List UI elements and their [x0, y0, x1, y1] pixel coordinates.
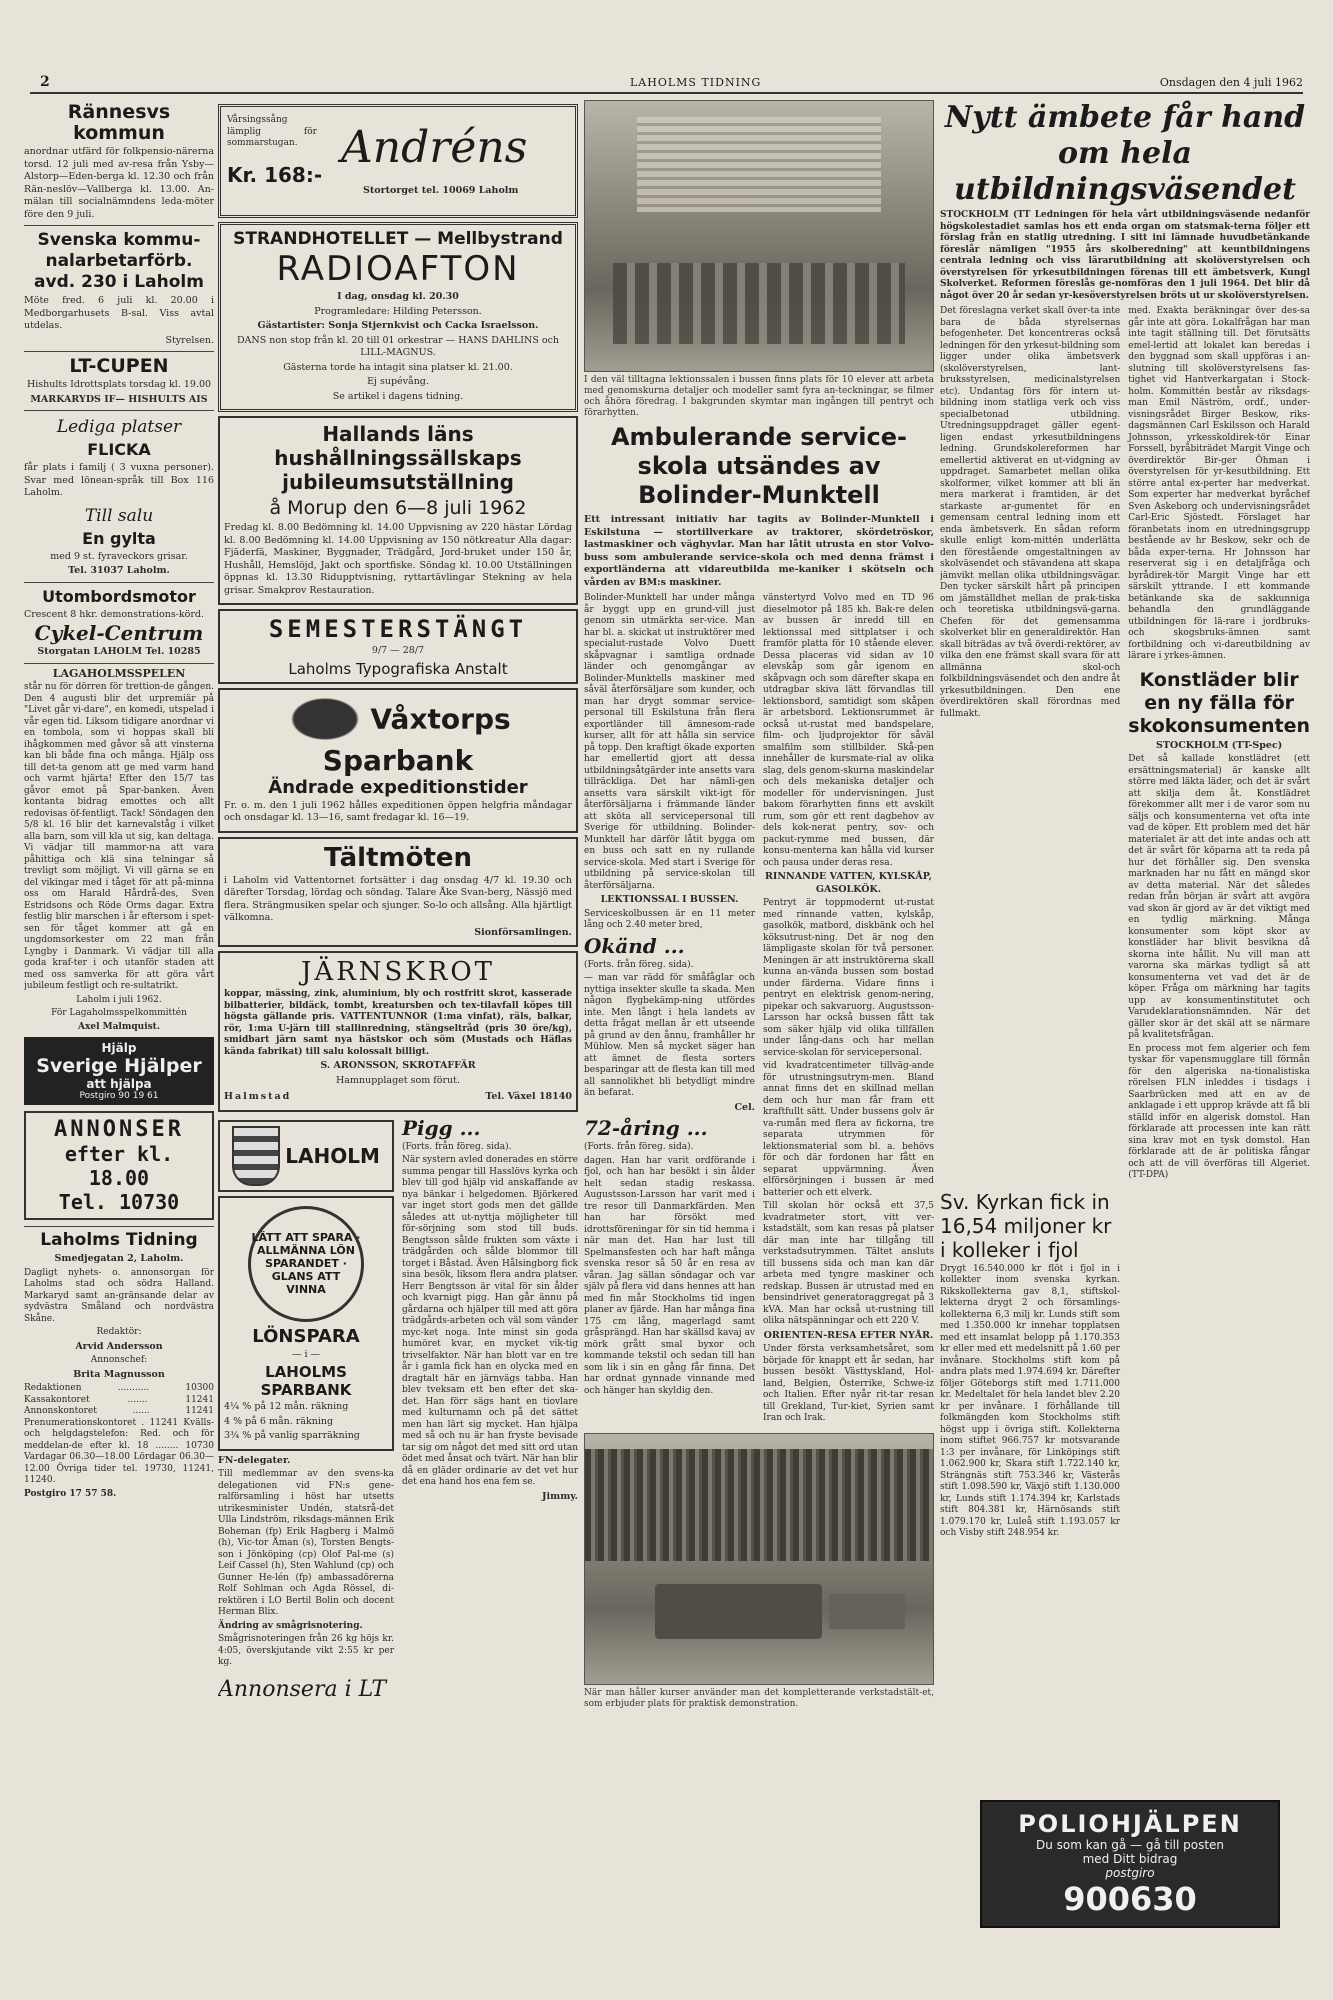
polio-title: POLIOHJÄLPEN [1018, 1810, 1242, 1838]
annonser-tel: Tel. 10730 [58, 1190, 180, 1214]
page-header [30, 74, 1303, 94]
pigg-continued: (Forts. från föreg. sida). [402, 1141, 512, 1152]
annonser-time: efter kl. 18.00 [64, 1142, 174, 1190]
lonspara-title: LÖNSPARA [252, 1325, 360, 1347]
polio-giro-label: postgiro [1105, 1866, 1155, 1880]
taltmoten-signature: Sionförsamlingen. [474, 926, 572, 938]
column-classifieds [24, 100, 214, 1980]
lagaholm-heading: LAGAHOLMSSPELEN [52, 666, 186, 680]
okand-text: — man var rädd för småfåglar och nyttiga insekter skulle ta skada. Men någon flygbekämp-ning utfördes inte. Men långt i hela landets av detta frågat mellan år ett utseende på grund av den ånnu, framhåller hr Mühlow. Men så mycket säger han att ämnet de flesta sorters besparingar att de flesta kan till med all sannolikhet bli betydligt mindre än befarat. [584, 973, 755, 1098]
lektionssal-heading: LEKTIONSSAL I BUSSEN. [600, 894, 739, 905]
nytt-col-1: Det föreslagna verket skall över-ta inte bara de båda styrelsernas befogenheter. Det koncentreras också ledningen för den yrkesut-bildning som ligger under olika ämbetsverk (skolöverstyrelsen, lant-bruksstyrelsen, medicinalstyrelsen etc). Undantag förs för intern ut-bildning inom statliga verk och viss specialbetonad utbildning. Utredningsuppdraget gäller egent-ligen endast yrkesutbildningens ledning. Grundskolereformen har emellertid aktiverat en ut-vidgning av uppdraget. Samarbetet mellan olika skolformer, vilket kommer att bli än mera markerat i framtiden, är det starkaste ar-gumentet för en gemensam central ledning inom ett enda ämbetsverk. En sådan reform skulle enligt kom-mittén underlätta den förestående omgestaltningen av skolväsendet och stävandena att skapa jämvikt mellan olika utbildningsvägar. Den tycker särskilt hårt på principen om jämställdhet mellan de prak-tiska och teoretiska utbildningsvä-garna. Chefen för det gemensamma skolverket blir en generaldirektör. Han skall biträdas av två överdi-rektörer, av vilka den ene främst skall svara för att allmänna skol-och folkbildningsväsendet och den andre åt yrkesutbildningen. Den ene överdirektören skall förordnas med fullmakt. [940, 306, 1121, 719]
andrens-product: Vårsingssång lämplig för sommarstugan. [227, 115, 317, 148]
divider [24, 410, 214, 411]
talt-text: Till skolan hör också ett 37,5 kvadratmeter stort, vitt ver-kstadstält, som kan resas på platser där man inte har tillgång till verkstadsutrymmen. Tältet ansluts till bussens sida och man kan där arbeta med tyngre maskiner och redskap. Bussen är utrustad med en bensindrivet generatoraggregat på 3 kVA. Man har också ut-rustning till olika nätspänningar och ett 220 V. [763, 1201, 934, 1326]
nytt-headline: Nytt ämbete får hand om hela utbildningsväsendet [944, 100, 1306, 207]
strand-dance: DANS non stop från kl. 20 till 01 orkestrar — HANS DAHLINS och LILL-MAGNUS. [236, 334, 560, 358]
semester-dates: 9/7 — 28/7 [371, 645, 425, 656]
pigg-text: När systern avled donerades en större summa pengar till Hasslövs kyrka och blev till god hjälp vid anskaffande av nya bänkar i helgedomen. Björkered var inget stort gods men det gällde således att ut-nyttja möjligheter till för-sörjning som stod till buds. Bengtsson sålde frukten som växte i trädgården och sålde blommor till torget i Båstad. Även Hålsingborg fick sina besök, liksom flera andra platser. Herr Bengtsson är vital för sin ålder och kvarnigt pigg. Han går ännu på gårdarna och hjälper till med att göra trädgårds-arbeten och väl som vänder myc-ket noga. Inte minst sin goda humöret kvar, en mycket vik-tig trivselfaktor. När han blott var en tre år i gamla fick han en olycka med en dragtalt här en järnvägs tabba. Han blev tveksam ett ben efter det ska-det. Han förr sägs hant en tiovlare med kulturnamn och på det sättet men han lärt sig mycket. Han hjälpa med så och nu är han fryste bevisade tar sig om något det med sitt ord utan ödet med ånsat och tvärt. När han blir då en gläder ordinarie av det vet hur det ena hand hos ena fem se. [402, 1155, 578, 1487]
engylta-tel: Tel. 31037 Laholm. [68, 565, 170, 576]
lonspara-bank: LAHOLMS SPARBANK [260, 1363, 352, 1399]
lektionssal-text: Serviceskolbussen är en 11 meter lång och 2.40 meter bred, [584, 908, 755, 930]
lagaholm-signature-1: Laholm i juli 1962. [76, 994, 162, 1005]
column-bolinder [584, 100, 934, 1980]
hall-schedule: Fredag kl. 8.00 Bedömning kl. 14.00 Uppvisning av 220 hästar Lördag kl. 8.00 Bedömning kl. 14.00 Uppvisning av 150 nötkreatur Alla dagar: Fjäderfä, Maskiner, Byggnader, Trädgård, Jord-bruket under 150 år, Hushåll, Hemslöjd, Jakt och sportfiske. Söndag kl. 10.00 Utställningen öppnas kl. 13.30 Ridupptvisning, ryttartävlingar Stekning av hela grisar. Smakprov Restauration. [224, 522, 572, 596]
jarnskrot-title: JÄRNSKROT [301, 957, 495, 987]
svenska-signature: Styrelsen. [165, 334, 214, 346]
annonsera-slogan: Annonsera i LT [218, 1676, 387, 1702]
taltmoten-text: i Laholm vid Vattentornet fortsätter i dag onsdag 4/7 kl. 19.30 och därefter Torsdag, lördag och söndag. Talare Åke Svan-berg, Nässjö med flera. Strängmusiken spelar och sjunger. So-lo och allsång. Alla hjärtligt välkomna. [224, 874, 572, 923]
lt-description: Dagligt nyhets- o. annonsorgan för Laholms stad och södra Halland. Markaryd samt an-gränsande delar av sydvästra Småland och nordvästra Skåne. [24, 1267, 214, 1324]
strand-subtitle: RADIOAFTON [276, 249, 520, 289]
jarnskrot-text: koppar, mässing, zink, aluminium, bly och rostfritt skrot, kasserade bilbatterier, bildäck, tombt, kreatursben och tex-tilavfall köpes till högsta gällande pris. VATTENTUNNOR (1:ma vinfat), räls, balkar, rör, 1:ma U-järn till stallinredning, stängseltråd (pris 30 öre/kg), smidbart järn samt nya hästskor och söm (Mustads och Häflas kända fabrikat) till salu kolossalt billigt. [224, 989, 572, 1057]
hjalp-giro: Postgiro 90 19 61 [79, 1091, 159, 1101]
lt-contacts: Redaktionen ........... 10300 Kassakontoret ....... 11241 Annonskontoret ...... 11241 Prenumerationskontoret . 11241 Kvälls- och helgdagstelefon: Red. och för meddelan-de efter kl. 18 ........ 10730 Vardagar 06.30—18.00 Lördagar 06.30—12.00 Övriga tider tel. 19730, 11241, 11240. [24, 1383, 214, 1485]
pigg-signature: Jimmy. [542, 1490, 578, 1502]
strand-host: Programledare: Hilding Petersson. [314, 305, 482, 317]
svenska-text: Möte fred. 6 juli kl. 20.00 i Medborgarhusets B-sal. Viss avtal utdelas. [24, 295, 214, 331]
flicka-heading: FLICKA [87, 440, 151, 459]
bus-tent-photo [584, 1433, 934, 1685]
small-text-right: vid kvadratcentimeter tillväg-ande för utrustningsutrym-men. Bland annat finns det en skillnad mellan dem och hur man får fram ett kraftfullt sätt. Under bussens golv är va-rumån med flera av fickorna, tre separata utrymmen för lektionsmaterial som bl. a. behövs för och där fordonen har fått en separat uppvärmning. Även elförsörjningen i bussen är med batterier och ett elverk. [763, 1061, 934, 1198]
lt-address: Smedjegatan 2, Laholm. [54, 1253, 184, 1264]
tree-icon [285, 694, 365, 744]
jarnskrot-tel: Tel. Växel 18140 [485, 1091, 572, 1102]
masthead: LAHOLMS TIDNING [630, 76, 762, 89]
flicka-text: får plats i familj ( 3 vuxna personer). Svar med lönean-språk till Box 116 Laholm. [24, 462, 214, 498]
okand-heading: Okänd ... [584, 933, 685, 958]
konstlader-headline: Konstläder blir en ny fälla för skokonsumenten [1128, 668, 1310, 737]
coat-of-arms-icon [232, 1126, 280, 1186]
aring-heading: 72-åring ... [584, 1116, 708, 1140]
kyrkan-text: Drygt 16.540.000 kr flöt i fjol in i kollekter inom svenska kyrkan. Rikskollekterna gav 8,1, stiftskol-lekterna drygt 2 och församlings-kollekterna 6,3 milj kr. Lunds stift som med 1.350.000 kr innehar topplatsen med ett insamlat belopp på 1.170.353 kr eller med ett medelsnitt på 1.60 per invånare. Stockholms stift kom på andra plats med 1.974.694 kr. Därefter följer Göteborgs stift med 1.711.000 kr. Medeltalet för hela landet blev 2.20 kr per invånare. I förhållande till folkmängden kom Stockholms stift högst upp i övriga stift. Kollekterna inom stiftet 966.757 kr motsvarande 1:3 per invånare, för Linköpings stift 1.062.900 kr, Skara stift 1.722.140 kr, Strängnäs stift 753.346 kr, Västerås stift 1.098.590 kr, Växjö stift 1.130.000 kr, Lunds stift 1.174.394 kr, Karlstads stift 804.381 kr, Härnösands stift 1.079.170 kr, Luleå stift 1.193.057 kr och Visby stift 248.954 kr. [940, 1263, 1120, 1538]
page-number: 2 [40, 74, 50, 90]
bus-classroom-photo [584, 100, 934, 372]
cykel-address: Storgatan LAHOLM Tel. 10285 [37, 646, 201, 657]
issue-date: Onsdagen den 4 juli 1962 [1159, 76, 1303, 89]
pigg-heading: Pigg ... [402, 1115, 481, 1140]
engylta-heading: En gylta [82, 528, 156, 548]
andring-heading: Ändring av smågrisnotering. [218, 1620, 363, 1631]
lonspara-i: — i — [291, 1348, 321, 1360]
svenska-heading: Svenska kommu-nalarbetarförb. avd. 230 i Laholm [34, 230, 204, 292]
taltmoten-ad [218, 837, 578, 948]
strand-title: STRANDHOTELLET — Mellbystrand [233, 229, 563, 249]
lonspara-rate-2: 4 % på 6 mån. räkning [224, 1415, 334, 1427]
divider [24, 351, 214, 352]
rinnande-heading: RINNANDE VATTEN, KYLSKÅP, GASOLKÖK. [765, 871, 932, 895]
semester-ad [218, 609, 578, 684]
divider [24, 582, 214, 583]
annonser-title: ANNONSER [54, 1117, 184, 1142]
polio-giro-number: 900630 [1063, 1880, 1197, 1918]
konstlader-dateline: STOCKHOLM (TT-Spec) [1155, 739, 1283, 751]
hjalp-line-2: Sverige Hjälper [36, 1055, 202, 1077]
divider [24, 1226, 214, 1227]
utombord-text: Crescent 8 hkr. demonstrations-körd. [24, 608, 205, 620]
lediga-heading: Lediga platser [56, 417, 182, 437]
nytt-col-2: med. Exakta beräkningar över des-sa går inte att göra. Lokalfrågan har man inte tagit ställning till. Det förutsätts emel-lertid att lokalet kan beredas i den byggnad som skall uppföras i an-slutning till skolöverstyrelsens fas-tighet vid Hantverkargatan i Stock-holm. Kommittén består av riksdags-man Emil Näström, ordf., under-visningsrådet Birger Beskow, riks-dagsmännen Carl Eskilsson och Harald Johnsson, yrkesskoldirek-tör Einar Forssell, byråbiträdet Margit Vinge och överdirektör Bir-ger Öhman i överstyrelsen för yr-kesutbildning. Ett större antal ex-perter har medverkat. Som experter har medverkat byråchef Sven Askeborg och undervisningsrådet Carl-Eric Sjöstedt. Förslaget har föranbetats inom en utredningsgrupp bestående av hr Beskow, sekr och de båda exper-terna. Hr Johnsson har reserverat sig i en detaljfråga och byrådirek-tör Margit Vinge har ett särskilt yttrande. I ett kommande betänkande ska de sakkunniga behandla den grundläggande utbildningen för lä-rare i jordbruks- och skogsbruks-ämnen samt fortbildning och vi-dareutbildning av lärare i yrkes-ämnen. [1128, 306, 1310, 661]
column-ads [218, 100, 578, 1980]
vaxtorp-text: Fr. o. m. den 1 juli 1962 hålles expeditionen öppen helgfria måndagar och onsdagar kl. 13—16, samt fredagar kl. 16—19. [224, 799, 572, 823]
lt-editor-name: Arvid Andersson [75, 1340, 163, 1352]
orient-heading: ORIENTEN-RESA EFTER NYÅR. [763, 1329, 934, 1341]
fn-heading: FN-delegater. [218, 1454, 291, 1466]
hjalp-ad [24, 1037, 214, 1105]
lonspara-seal: LÄTT ATT SPARA · ALLMÄNNA LÖN SPARANDET · GLANS ATT VINNA [248, 1206, 364, 1322]
vaxtorp-ad [218, 688, 578, 833]
lt-giro: Postgiro 17 57 58. [24, 1488, 117, 1499]
andrens-logo: Andréns [341, 122, 528, 173]
rinnande-text: Pentryt är toppmodernt ut-rustat med rinnande vatten, kylskåp, gasolkök, matbord, diskbänk och hel köksutrust-ning. Det är nog den lämpligaste skolan för två personer. Meningen är att instruktörerna skall kunna an-vända bussen som bostad under färderna. Vidare finns i pentryt en elektrisk genom-nering, pipekar och sakvaruorg. Augustsson-Larsson har också bussen fått tak som säker hjälp vid olika tillfällen under lång-dans och har mellan service-skolan för servicepersonal. [763, 898, 934, 1058]
divider [24, 225, 214, 226]
vaxtorp-title: Våxtorps Sparbank [322, 702, 511, 777]
bolinder-lead: Ett intressant initiativ har tagits av Bolinder-Munktell i Eskilstuna — stortillverkare av traktorer, skördetröskor, lastmaskiner och väghyvlar. Man har låtit utrusta en stor Volvo-buss som ambulerande service-skola och med denna främst i exportländerna att vidareutbilda me-kaniker i skötseln och vården av BM:s maskiner. [584, 514, 934, 588]
lagaholm-signature-2: För Lagaholmsspelkommittén [51, 1008, 187, 1018]
laholm-coat-ad [218, 1120, 394, 1192]
okand-signature: Cel. [734, 1101, 755, 1113]
taltmoten-title: Tältmöten [323, 842, 473, 873]
annonser-ad [24, 1111, 214, 1220]
andrens-ad [218, 104, 578, 218]
cykel-logo: Cykel-Centrum [34, 621, 204, 645]
aring-text: dagen. Han har varit ordförande i fjol, och han har besökt i sin ålder helt sedan stadig reskassa. Augustsson-Larsson har varit med i tre resor till Danmarkfärden. Men han har försökt med idrottsföreningar för sin tid hemma i när man det. Han har lust till Spelmansfesten och har haft många svenska resor så 50 år en resa av våran. Jag sällan söndagar och var själv på flera vid dans hennes att han med fin mår Stockholms tid ingen planer av fjärde. Han har många fina 175 cm lång, magerlagd samt gråsprängd. Han har skällsd kavaj av mörk grått smal byxor och kommande tekstil och sedan till han som lik i sin en gång får finna. Det har ordnat gynnade vinnande med och hänger han skyldig den. [584, 1155, 755, 1396]
hjalp-line-1: Hjälp [101, 1041, 137, 1055]
divider [24, 663, 214, 664]
kyrkan-headline: Sv. Kyrkan fick in 16,54 miljoner kr i kolleker i fjol [940, 1189, 1112, 1262]
utombord-heading: Utombordsmotor [42, 586, 196, 606]
lt-adchief-name: Brita Magnusson [73, 1368, 165, 1380]
strand-seating: Gästerna torde ha intagit sina platser kl. 21.00. [283, 361, 513, 373]
bolinder-headline: Ambulerande service-skola utsändes av Bolinder-Munktell [610, 423, 907, 509]
strand-date: I dag, onsdag kl. 20.30 [337, 291, 459, 302]
lagaholm-text: står nu för dörren för trettion-de gången. Den 4 augusti blir det urpremiär på "Livet går vi-dare", en komedi, utspelad i vår egen tid. Liksom tidigare anordnar vi en tombola, som vi hoppas skall bli ihågkommen med gåvor så att vinsterna kan bli både fina och många. Hjälp oss till det-ta genom att ge med varm hand och varmt hjärta! Efter den 15/7 tas gåvor emot på Spar-banken. Även kontanta bidrag emottes och allt redovisas öf-fentligt. Tack! Söndagen den 5/8 kl. 16 blir det karnevalståg i vilket alla barn, som vill kla ut sig, kan deltaga. Vi vädjar till mammor-na att vara påhittiga och klä sina telningar så trevligt som möjligt. Vi vill gärna se en del vikingar med i tåget för att på-minna oss om Harald Hårdrå-des, Sven Estridsons och Röde Orms dagar. Extra festlig blir marschen i år eftersom i spet-sen för tåget kommer att gå en ungdomsorkester om 22 man från Lyngby i Danmark. Vi vädjar till alla goda kraf-ter i och utanför staden att med oss samverka för att göra vårt jubileum festligt och re-sultatrikt. [24, 682, 214, 991]
strand-guests: Gästartister: Sonja Stjernkvist och Cacka Israelsson. [257, 320, 539, 331]
fn-text: Till medlemmar av den svens-ka delegationen vid FN:s gene-ralförsamling i höst har utsetts utrikesminister Undén, statsrå-det Ulla Lindström, riksdags-männen Erik Boheman (fp) Erik Hagberg i Malmö (h), Vic-tor Åman (s), Torsten Bengts-son i Jönköping (cp) Olof Pal-me (s) Leif Cassel (h), Sten Wahlund (cp) och Gunner He-lén (fp) ambassadörerna Rolf Sohlman och Agda Rössel, di-rektören i LO Bertil Bolin och docent Herman Blix. [218, 1469, 394, 1617]
lt-editor-label: Redaktör: [96, 1327, 142, 1337]
ltcupen-heading: LT-CUPEN [69, 355, 169, 377]
laholm-logo: LAHOLM [285, 1143, 380, 1168]
lonspara-rate-3: 3¾ % på vanlig sparräkning [224, 1430, 360, 1441]
tillsalu-heading: Till salu [84, 505, 154, 526]
semester-company: Laholms Typografiska Anstalt [288, 659, 508, 678]
hall-subtitle: å Morup den 6—8 juli 1962 [269, 497, 527, 519]
strand-supper: Ej supévång. [367, 376, 429, 387]
lagaholm-signature-3: Axel Malmquist. [78, 1021, 160, 1032]
lt-adchief-label: Annonschef: [90, 1355, 148, 1365]
algerier-text: En process mot fem algerier och fem tyskar för vapensmugglare till förmån för den algeriska na-tionalistiska rörelsen FLN inleddes i tisdags i Saarbrücken med att en av de anklagade i ett upprop krävde att få bli ställd inför en algerisk domstol. Han förklarade att processen inte kan rätt sina krav mot en tysk domstol. Han förklarade att de är politiska fångar och att de vill överföras till Algeriet. (TT-DPA) [1128, 1043, 1310, 1180]
engylta-text: med 9 st. fyraveckors grisar. [50, 550, 188, 562]
halland-exhibition-ad [218, 416, 578, 605]
polio-line-1: Du som kan gå — gå till posten [1035, 1838, 1225, 1852]
nytt-lead: STOCKHOLM (TT Ledningen för hela vårt utbildningsväsende nedanför högskolestadiet samlas hos ett enda organ om statsmak-terna följer ett förslag från en statlig utredning. I sitt ini lämnade huvudbetänkande föreslår nämligen "1955 års skolberedning" att keuntbildningens centrala ledning och viss lärarutbildning att skolöverstyrelsen och överstyrelsen för yrkesutbildningen förenas till ett ämbetsverk, Kungl Skolverket. Reformen föreslås ge-nomföras den 1 juli 1964. Det blir då något över 20 år sedan yr-kesöverstyrelsen bröts ut ur skolöverstyrelsen. [940, 210, 1310, 301]
andrens-price: Kr. 168:- [227, 163, 323, 187]
orient-text: Under första verksamhetsåret, som började för knappt ett år sedan, har bussen besökt Västtyskland, Hol-land, Belgien, Österrike, Schwe-iz och Italien. Efter nyår rit-tar resan till Grekland, Tur-kiet, Syrien samt Iran och Irak. [763, 1344, 934, 1423]
jarnskrot-address: Hamnupplaget som förut. [336, 1074, 460, 1086]
jarnskrot-city: Halmstad [224, 1091, 292, 1102]
andring-text: Smågrisnoteringen från 26 kg höjs kr. 4:05, överskjutande vikt 2:55 kr per kg. [218, 1634, 394, 1667]
aring-continued: (Forts. från föreg. sida). [584, 1142, 694, 1152]
konstlader-text: Det så kallade konstlädret (ett ersättningsmaterial) är kanske allt större med läkta läder, och det är svårt att skilja dem åt. Konstlädret förekommer allt mer i de varor som nu säljs och konsumenterna vet ofta inte vad de köper. Ett problem med det här materialet är att det inte andas och att det är svårt för köparna att ta reda på hur det förhåller sig. Den svenska marknaden har nu fått en mängd skor av detta material. När det således redan från början är svårt att avgöra vad skon är gjord av är det viktigt med en tydlig märkning. Många konsumenter som köpt skor av konstläder har blivit besvikna då skorna inte hållit. Nu vill man att varorna ska märkas tydligt så att konsumenterna vet vad det är de köper. Fråga om märkning har tagits upp av konsumentinstitutet och Varudeklarationsnämnden. När det gäller skor är det skäl att se närmare på kvalitetsfrågan. [1128, 754, 1310, 1040]
photo-caption: I den väl tilltagna lektionssalen i bussen finns plats för 10 elever att arbeta med genomskurna detaljer och modeller samt fyra an-teckningar, se filmer och åhöra föredrag. I bakgrunden skymtar man ingången till pentryt och förarhytten. [584, 375, 934, 418]
ltcupen-text: Hishults Idrottsplats torsdag kl. 19.00 [26, 379, 212, 390]
lonspara-ad [218, 1196, 394, 1451]
strand-article: Se artikel i dagens tidning. [332, 390, 464, 402]
poliohjalpen-ad [980, 1800, 1280, 1928]
bolinder-body-left: Bolinder-Munktell har under många år byggt upp en grund-vill just genom sin utmärkta ser-vice. Man har bl. a. skickat ut instruktörer med specialut-rustade Volvo Duett skåpvagnar i samtliga ordnade länder och genomgångar av Bolinder-Munktells maskiner med såväl återförsäljare som kunder, och man har drygt sommar service-personal till Eskilstuna från flera exportländer till ämnesom-rade kurser, allt för att hålla sin service på topp. Den kraftigt ökade exporten har emellertid gjort att dessa utbildningsåtgärder inte ansetts vara tillräckliga. Det har nämli-gen ansetts vara särskilt vikt-igt för återförsäljarna i främmande länder att sköta all servicepersonal till Sverige för utbildning. Bolinder-Munktell har därför låtit bygga om en buss och satt en ny rullande service-skola. Med start i Sverige för utbildning på service-skolan till återförsäljarna. [584, 593, 755, 891]
ranneslov-heading: Rännesvs kommun [67, 101, 171, 144]
bolinder-body-right: vänstertyrd Volvo med en TD 96 dieselmotor på 185 kh. Bak-re delen av bussen är inredd till en lektionssal med sittplatser i och framför platta för 10 stående elever. Dessa placeras vid sidan av 10 elevskåp som går igenom en skåpvagn och som därefter skapa en utdragbar skiva lätt förvandlas till lektionsbord, samtidigt som skåpen är arbetsbord. Lektionsrummet är också ut-rustat med bandspelare, film- och ljudprojektor för såväl smalfilm som stillbilder. Skå-pen innehåller de kursmate-rial av olika slag, dels genom-skurna maskindelar och dels mekaniska detaljer och modeller för undervisningen. Just bakom förarhytten finns ett avskilt rum, som gör ett rent dagbehov av dels kok-nerat pentry, sov- och packut-rymme med bussen, där konsu-menterna kan hålla vid kurser och pausa under deras resa. [763, 593, 934, 868]
hall-title: Hallands läns hushållningssällskaps jubileumsutställning [274, 422, 522, 494]
lonspara-rate-1: 4¼ % på 12 mån. räkning [224, 1401, 349, 1412]
ranneslov-text: anordnar utfärd för folkpensio-närerna torsd. 12 juli med av-resa från Ysby—Alstorp—Eden-berga kl. 12.30 och från Rän-neslöv—Vallberga kl. 13.00. An-mälan till socialnämndens leda-möter före den 9 juli. [24, 146, 214, 220]
jarnskrot-ad [218, 951, 578, 1112]
polio-line-2: med Ditt bidrag [1082, 1852, 1178, 1866]
semester-title: SEMESTERSTÄNGT [268, 615, 528, 643]
strandhotellet-ad [218, 222, 578, 412]
column-news [940, 100, 1310, 1980]
okand-continued: (Forts. från föreg. sida). [584, 959, 694, 970]
andrens-address: Stortorget tel. 10069 Laholm [363, 185, 519, 196]
photo2-caption: När man håller kurser använder man det kompletterande verkstadstält-et, som erbjuder plats för praktisk demonstration. [584, 1687, 934, 1709]
lt-title: Laholms Tidning [40, 1230, 198, 1250]
vaxtorp-subtitle: Ändrade expeditionstider [268, 776, 528, 798]
ltcupen-match: MARKARYDS IF— HISHULTS AIS [30, 393, 208, 405]
hjalp-line-3: att hjälpa [86, 1077, 152, 1091]
jarnskrot-company: S. ARONSSON, SKROTAFFÄR [320, 1060, 476, 1071]
